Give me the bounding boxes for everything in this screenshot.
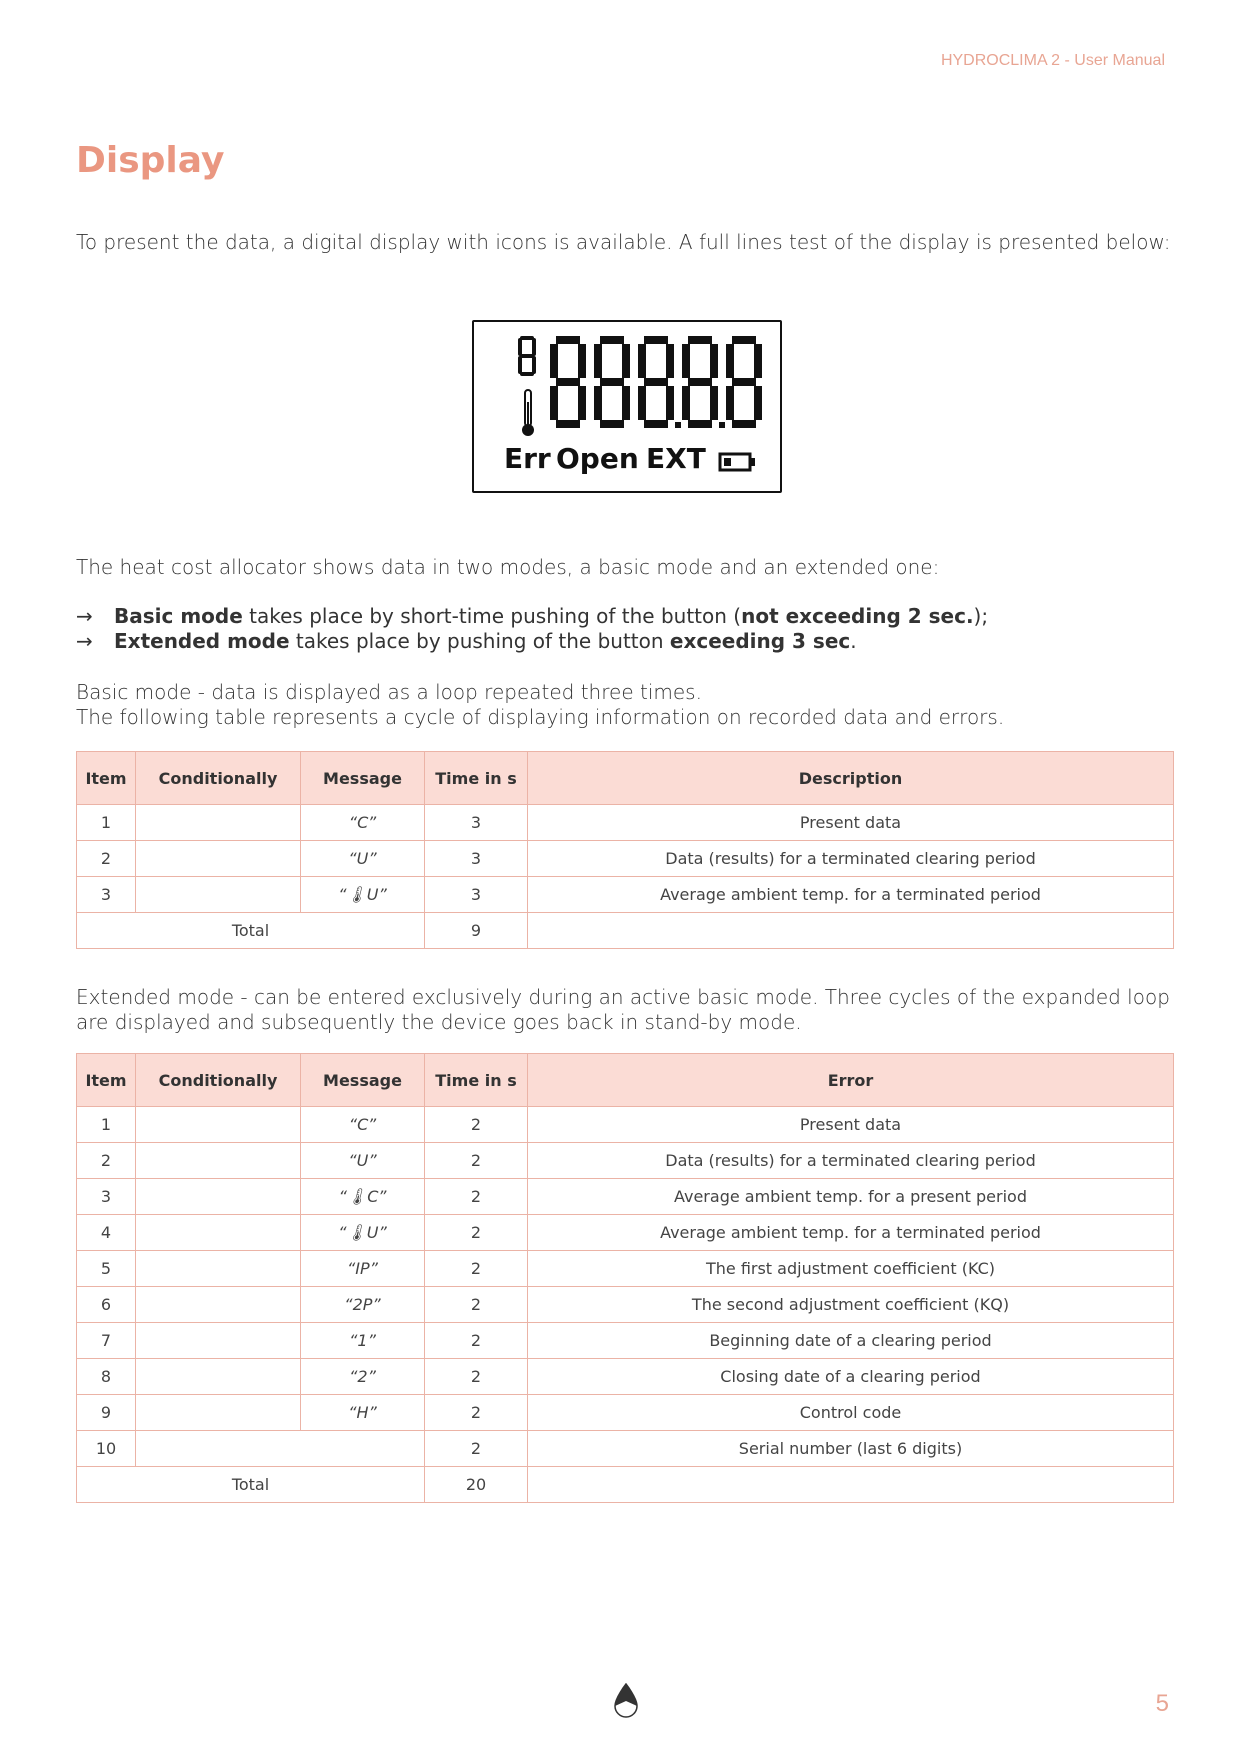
cell-message: “2P”	[301, 1287, 425, 1323]
header-time: Time in s	[425, 752, 528, 805]
cell-message: “IP”	[301, 1251, 425, 1287]
cell-message: “U”	[301, 1143, 425, 1179]
total-empty	[528, 1467, 1174, 1503]
cell-item: 9	[77, 1395, 136, 1431]
cell-cond	[136, 1107, 301, 1143]
bullet-bold: Basic mode	[114, 604, 243, 628]
cell-item: 3	[77, 1179, 136, 1215]
basic-mode-text: Basic mode - data is displayed as a loop repeated three times.	[76, 680, 702, 704]
intro-paragraph: To present the data, a digital display with icons is available. A full lines test of the display is presented below:	[76, 230, 1171, 254]
total-value: 20	[425, 1467, 528, 1503]
cell-time: 3	[425, 805, 528, 841]
cell-item: 2	[77, 1143, 136, 1179]
cell-cond	[136, 877, 301, 913]
cell-description: Control code	[528, 1395, 1174, 1431]
modes-intro: The heat cost allocator shows data in two modes, a basic mode and an extended one:	[76, 555, 940, 579]
total-empty	[528, 913, 1174, 949]
cell-time: 2	[425, 1359, 528, 1395]
cell-description: Average ambient temp. for a terminated period	[528, 1215, 1174, 1251]
extended-mode-table	[76, 1053, 1174, 1503]
total-value: 9	[425, 913, 528, 949]
cell-cond	[136, 1179, 301, 1215]
bullet-text: takes place by short-time pushing of the button (	[242, 604, 742, 628]
cell-description: Serial number (last 6 digits)	[528, 1431, 1174, 1467]
cell-message: “2”	[301, 1359, 425, 1395]
table-row	[77, 1143, 1174, 1179]
cell-message: “🌡C”	[301, 1179, 425, 1215]
total-label: Total	[77, 1467, 425, 1503]
table-header-row	[77, 1054, 1174, 1107]
header-item: Item	[77, 752, 136, 805]
lcd-display-figure	[472, 320, 782, 493]
cell-cond	[136, 1395, 301, 1431]
cell-item: 10	[77, 1431, 136, 1467]
header-message: Message	[301, 752, 425, 805]
total-label: Total	[77, 913, 425, 949]
cell-time: 2	[425, 1143, 528, 1179]
header-item: Item	[77, 1054, 136, 1107]
table-total-row	[77, 1467, 1174, 1503]
cell-item: 7	[77, 1323, 136, 1359]
cell-description: Data (results) for a terminated clearing period	[528, 841, 1174, 877]
cell-time: 2	[425, 1431, 528, 1467]
cell-item: 5	[77, 1251, 136, 1287]
cell-cond-message	[136, 1431, 425, 1467]
header-conditionally: Conditionally	[136, 1054, 301, 1107]
arrow-icon: →	[76, 629, 93, 653]
header-description: Description	[528, 752, 1174, 805]
header-error: Error	[528, 1054, 1174, 1107]
table-row	[77, 1251, 1174, 1287]
table-total-row	[77, 913, 1174, 949]
cell-item: 1	[77, 805, 136, 841]
page-header-title: HYDROCLIMA 2 - User Manual	[940, 52, 1165, 69]
table-header-row	[77, 752, 1174, 805]
cell-cond	[136, 841, 301, 877]
cell-cond	[136, 1359, 301, 1395]
arrow-icon: →	[76, 604, 93, 628]
cell-description: Closing date of a clearing period	[528, 1359, 1174, 1395]
lcd-label-err: Err	[504, 442, 551, 475]
cell-item: 3	[77, 877, 136, 913]
cell-time: 2	[425, 1395, 528, 1431]
table-row	[77, 805, 1174, 841]
cell-description: Beginning date of a clearing period	[528, 1323, 1174, 1359]
cell-message: “C”	[301, 1107, 425, 1143]
cell-description: Average ambient temp. for a terminated period	[528, 877, 1174, 913]
thermometer-icon	[522, 390, 534, 436]
bullet-bold: exceeding 3 sec	[669, 629, 851, 653]
header-conditionally: Conditionally	[136, 752, 301, 805]
bullet-text: );	[973, 604, 989, 628]
table-row	[77, 1215, 1174, 1251]
table-row	[77, 1359, 1174, 1395]
cell-message: “H”	[301, 1395, 425, 1431]
table-row	[77, 877, 1174, 913]
cell-time: 2	[425, 1287, 528, 1323]
page-number: 5	[1155, 1690, 1169, 1717]
cell-cond	[136, 805, 301, 841]
header-time: Time in s	[425, 1054, 528, 1107]
cell-cond	[136, 1251, 301, 1287]
cell-cond	[136, 1143, 301, 1179]
cell-item: 4	[77, 1215, 136, 1251]
bullet-bold: not exceeding 2 sec.	[741, 604, 974, 628]
bullet-basic-mode	[76, 604, 988, 629]
cell-cond	[136, 1323, 301, 1359]
cell-message: “1”	[301, 1323, 425, 1359]
bullet-text: takes place by pushing of the button	[289, 629, 670, 653]
cell-time: 2	[425, 1215, 528, 1251]
cell-time: 2	[425, 1251, 528, 1287]
cell-description: Present data	[528, 805, 1174, 841]
drop-logo-icon	[613, 1683, 639, 1719]
cell-message: “🌡U”	[301, 877, 425, 913]
table-row	[77, 1107, 1174, 1143]
table-row	[77, 1287, 1174, 1323]
battery-icon	[720, 454, 755, 470]
basic-mode-table	[76, 751, 1174, 949]
page-title: Display	[76, 140, 225, 181]
lcd-label-ext: EXT	[646, 442, 706, 475]
header-message: Message	[301, 1054, 425, 1107]
cell-time: 2	[425, 1323, 528, 1359]
cell-message: “C”	[301, 805, 425, 841]
lcd-label-open: Open	[556, 442, 639, 475]
cell-item: 1	[77, 1107, 136, 1143]
cell-item: 2	[77, 841, 136, 877]
cell-time: 2	[425, 1179, 528, 1215]
cell-cond	[136, 1287, 301, 1323]
table-row	[77, 1431, 1174, 1467]
table-row	[77, 1395, 1174, 1431]
cell-time: 3	[425, 877, 528, 913]
basic-mode-text-2: The following table represents a cycle of displaying information on recorded data and errors.	[76, 705, 1005, 729]
bullet-bold: Extended mode	[114, 629, 290, 653]
extended-mode-text: Extended mode - can be entered exclusively during an active basic mode. Three cycles of the expanded loop are displayed and subsequently the device goes back in stand-by mode.	[76, 985, 1170, 1034]
cell-message: “U”	[301, 841, 425, 877]
cell-description: Average ambient temp. for a present period	[528, 1179, 1174, 1215]
cell-description: Data (results) for a terminated clearing period	[528, 1143, 1174, 1179]
cell-description: Present data	[528, 1107, 1174, 1143]
bullet-text: .	[850, 629, 857, 653]
cell-time: 2	[425, 1107, 528, 1143]
cell-time: 3	[425, 841, 528, 877]
cell-item: 6	[77, 1287, 136, 1323]
bullet-extended-mode	[76, 629, 857, 654]
table-row	[77, 1323, 1174, 1359]
cell-item: 8	[77, 1359, 136, 1395]
cell-description: The first adjustment coefficient (KC)	[528, 1251, 1174, 1287]
table-row	[77, 1179, 1174, 1215]
table-row	[77, 841, 1174, 877]
cell-message: “🌡U”	[301, 1215, 425, 1251]
cell-cond	[136, 1215, 301, 1251]
cell-description: The second adjustment coefficient (KQ)	[528, 1287, 1174, 1323]
